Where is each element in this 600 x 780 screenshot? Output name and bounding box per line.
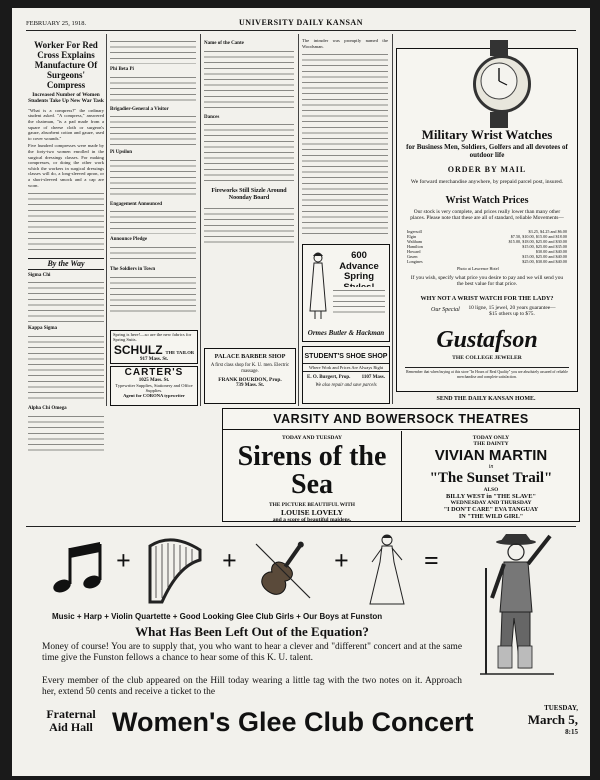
schulz-tagline: Spring is here!—so are the new fabrics for Spring Suits. <box>113 332 192 343</box>
article-text-block <box>110 208 196 234</box>
shoe-shop-address: 1107 Mass. <box>361 375 385 380</box>
issue-date: FEBRUARY 25, 1918. <box>26 20 87 27</box>
wrist-watch-prices-body: Our stock is very complete, and prices really lower than many other places. Please note that these are all of standard, reliable Movements— <box>410 209 564 222</box>
spring-styles-title: 600 Advance Spring <box>339 250 379 282</box>
article-text-block <box>28 190 104 252</box>
varsity-line: and a score of beautiful maidens. <box>272 517 352 523</box>
plus-sign: + <box>222 546 237 575</box>
shoe-shop-slogan: We also repair and save parcels <box>315 383 377 388</box>
red-cross-headline: Worker For Red Cross Explains Manufacture Of Surgeons' Compress <box>34 40 98 90</box>
college-jeweler: THE COLLEGE JEWELER <box>452 355 522 361</box>
sirens-title: Sirens of the Sea <box>237 441 387 500</box>
section-heading: The Soldiers in Town <box>110 266 156 272</box>
carters-name: CARTER'S <box>124 367 184 378</box>
article-text-block <box>204 48 294 112</box>
carters-line: Typewriter Supplies, Stationery and Office Supplies. <box>115 383 193 394</box>
article-text-block <box>110 274 196 316</box>
by-the-way-heading: By the Way <box>28 258 104 270</box>
spring-styles-ad <box>302 244 390 342</box>
concert-day: TUESDAY, <box>544 704 578 712</box>
ad-text-block <box>333 287 385 317</box>
section-heading: Sigma Chi <box>28 272 51 278</box>
article-text-block <box>110 74 196 104</box>
section-heading: Alpha Chi Omega <box>28 405 67 411</box>
photo-note: Photo at Lawrence Hotel <box>457 266 499 271</box>
also-line: WEDNESDAY AND THURSDAY <box>450 500 532 506</box>
price-value: $25.00, $30.00 and $40.00 <box>522 259 567 264</box>
price-model: Howard <box>407 249 421 254</box>
carters-ad <box>110 366 198 406</box>
palace-line: A first class shop for K. U. men. Electric massage. <box>210 363 290 374</box>
watch-ad-subtitle: for Business Men, Soldiers, Golfers and all devotees of outdoor life <box>406 143 568 160</box>
bowersock-in: in <box>488 464 494 470</box>
bowersock-days: TODAY ONLY <box>472 435 510 441</box>
order-by-mail: ORDER BY MAIL <box>447 165 527 174</box>
wrist-watch-prices-title: Wrist Watch Prices <box>445 195 529 206</box>
student-shoe-shop-ad <box>302 346 390 404</box>
theatre-banner: VARSITY AND BOWERSOCK THEATRES <box>223 409 579 430</box>
specify-price-note: If you wish, specify what price you desire to pay and we will send you the best value for that price. <box>410 275 564 288</box>
column-rule <box>200 34 201 406</box>
glee-paragraph: Every member of the club appeared on the Hill today wearing a little tag with the two notes on it. Approach her, extend 50 cents and receive a ticket to the <box>42 676 462 697</box>
venue-name: Fraternal Aid Hall <box>46 707 96 734</box>
quality-note: Remember that when buying at this store "In Hours of Real Quality" you are absolutely assured of reliable merchandise and complete satisfaction. <box>405 367 569 379</box>
price-value: $15.00, $18.00, $25.00 and $30.00 <box>508 239 567 244</box>
equation-caption: Music + Harp + Violin Quartette + Good Looking Glee Club Girls + Our Boys at Funston <box>52 612 383 621</box>
schulz-tailor-ad <box>110 330 198 364</box>
article-text-block <box>28 279 104 323</box>
shoe-shop-owner: E. O. Burgert, Prop. <box>307 375 351 380</box>
plus-sign: + <box>334 546 349 575</box>
equation-question: What Has Been Left Out of the Equation? <box>135 624 369 639</box>
concert-time: 8:15 <box>565 728 578 736</box>
bowersock-listing <box>403 431 579 521</box>
column-rule <box>106 34 107 406</box>
our-special-label: Our Special <box>431 307 460 313</box>
price-value: $7.50, $10.00, $15.00 and $18.00 <box>510 234 567 239</box>
special-offer: 10 ligne, 15 jewel, 20 years guarantee—$15 others up to $75. <box>468 305 556 318</box>
section-heading: Kappa Sigma <box>28 326 58 332</box>
shoe-shop-title: STUDENT'S SHOE SHOP <box>304 353 388 360</box>
price-model: Ingersoll <box>407 229 422 234</box>
bowersock-the: THE DAINTY <box>473 441 509 447</box>
also-line: BILLY WEST in "THE SLAVE" <box>445 493 537 500</box>
article-text-block <box>110 113 196 147</box>
article-text-block <box>110 157 196 199</box>
section-heading: Brigadier-General a Visitor <box>110 106 169 112</box>
article-text-block <box>204 121 294 185</box>
palace-owner: FRANK BOURDON, Prop. <box>218 377 282 384</box>
masthead-title: UNIVERSITY DAILY KANSAN <box>239 18 363 27</box>
palace-title: PALACE BARBER SHOP <box>214 353 286 360</box>
article-paragraph: "What is a compress?" the ordinary student asked. "A compress," answered the chairman, "is a pad made from a square of cheese cloth or surgeon's gauze, absorbent cotton and gauze, used to cover wounds." <box>28 107 104 141</box>
fireworks-headline: Fireworks Still Sizzle Around Noonday Board <box>211 188 287 202</box>
gustafson-logo: Gustafson <box>436 327 538 353</box>
price-value: $3.25, $4.25 and $6.00 <box>528 229 567 234</box>
concert-title: Women's Glee Club Concert <box>112 707 474 737</box>
glee-club-girl-icon <box>362 532 412 608</box>
watch-ad-title: Military Wrist Watches <box>421 127 553 142</box>
theatres-ad <box>222 408 580 522</box>
section-heading: Dances <box>204 114 220 120</box>
newspaper-page <box>12 8 590 776</box>
price-model: Elgin <box>407 234 417 239</box>
equals-sign: = <box>424 546 439 575</box>
price-model: Longines <box>407 259 423 264</box>
price-model: Gruen <box>407 254 418 259</box>
price-table <box>407 229 567 264</box>
plus-sign: + <box>116 546 131 575</box>
article-text-block <box>28 333 104 403</box>
page-header <box>26 18 576 31</box>
article-text-block <box>28 413 104 453</box>
varsity-days: TODAY AND TUESDAY <box>281 435 343 441</box>
music-notes-icon <box>48 538 108 598</box>
article-text-block <box>302 51 388 237</box>
section-heading: Announce Pledge <box>110 237 148 243</box>
price-value: $15.00, $25.00 and $40.00 <box>522 254 567 259</box>
section-rule <box>26 526 576 527</box>
section-heading: Engagement Announced <box>110 201 163 207</box>
price-model: Waltham <box>407 239 423 244</box>
harp-icon <box>142 536 206 606</box>
wrist-watch-icon <box>473 55 531 113</box>
article-paragraph: Five hundred compresses were made by the forty-two women enrolled in the surgical dressings classes. For making compresses, or doing the other work which the workers in surgical dressings classes will do, a long-sleeved apron, or a short-sleeved smock and a cap are worn. <box>28 143 104 188</box>
carters-address: 1025 Mass. St. <box>138 378 170 383</box>
schulz-name: SCHULZ <box>113 343 163 358</box>
schulz-role: THE TAILOR <box>165 350 195 356</box>
fashion-figure-icon <box>307 251 329 321</box>
section-heading: Phi Beta Pi <box>110 67 134 72</box>
shoe-shop-tagline: Where Work and Prices Are Always Right <box>303 363 389 372</box>
article-paragraph: The intruder was promptly named the Woodsman. <box>302 38 388 49</box>
carters-line: Agent for CORONA typewriter <box>123 393 185 399</box>
violin-icon <box>248 534 318 606</box>
sunset-trail-title: "The Sunset Trail" <box>429 470 553 486</box>
glee-paragraph: Money of course! You are to supply that, you who want to hear a clever and "different" concert and at the same time give the Funston fellows a chance to hear some of this K. U. talent. <box>42 642 462 663</box>
column-rule <box>298 34 299 406</box>
column-rule <box>392 34 393 404</box>
spring-shop-name: Ormes Butler & Hackman <box>307 329 385 337</box>
column-4 <box>302 38 388 236</box>
section-heading: Name of the Cante <box>204 41 244 46</box>
article-text-block <box>110 244 196 264</box>
column-1 <box>28 38 104 411</box>
article-text-block <box>110 38 196 64</box>
red-cross-subhead: Increased Number of Women Students Take Up New War Task <box>28 92 104 105</box>
article-text-block <box>204 205 294 245</box>
section-heading: Pi Upsilon <box>110 150 133 156</box>
price-value: $30.00 and $40.00 <box>535 249 567 254</box>
schulz-address: 917 Mass. St. <box>139 357 169 363</box>
palace-barber-ad <box>204 348 296 404</box>
concert-date: March 5, <box>527 712 578 727</box>
column-2 <box>110 38 196 326</box>
price-row <box>407 259 567 264</box>
price-value: $15.00, $25.00 and $35.00 <box>522 244 567 249</box>
column-3 <box>204 38 294 268</box>
varsity-listing <box>223 431 402 521</box>
watch-ad-body: We forward merchandise anywhere, by prepaid parcel post, insured. <box>410 179 564 185</box>
send-kansan-home: SEND THE DAILY KANSAN HOME. <box>436 396 536 402</box>
also-line: "I DON'T CARE" EVA TANGUAY <box>443 506 539 513</box>
also-label: ALSO <box>483 487 499 493</box>
soldier-icon <box>474 528 558 678</box>
lady-watch-question: WHY NOT A WRIST WATCH FOR THE LADY? <box>420 295 554 302</box>
palace-address: 739 Mass. St. <box>235 383 265 389</box>
also-line: IN "THE WILD GIRL" <box>458 513 524 520</box>
varsity-line: THE PICTURE BEAUTIFUL WITH <box>268 502 356 508</box>
bowersock-star: VIVIAN MARTIN <box>434 447 548 464</box>
price-model: Hamilton <box>407 244 423 249</box>
varsity-star: LOUISE LOVELY <box>281 508 343 517</box>
wrist-watch-ad <box>396 48 578 392</box>
